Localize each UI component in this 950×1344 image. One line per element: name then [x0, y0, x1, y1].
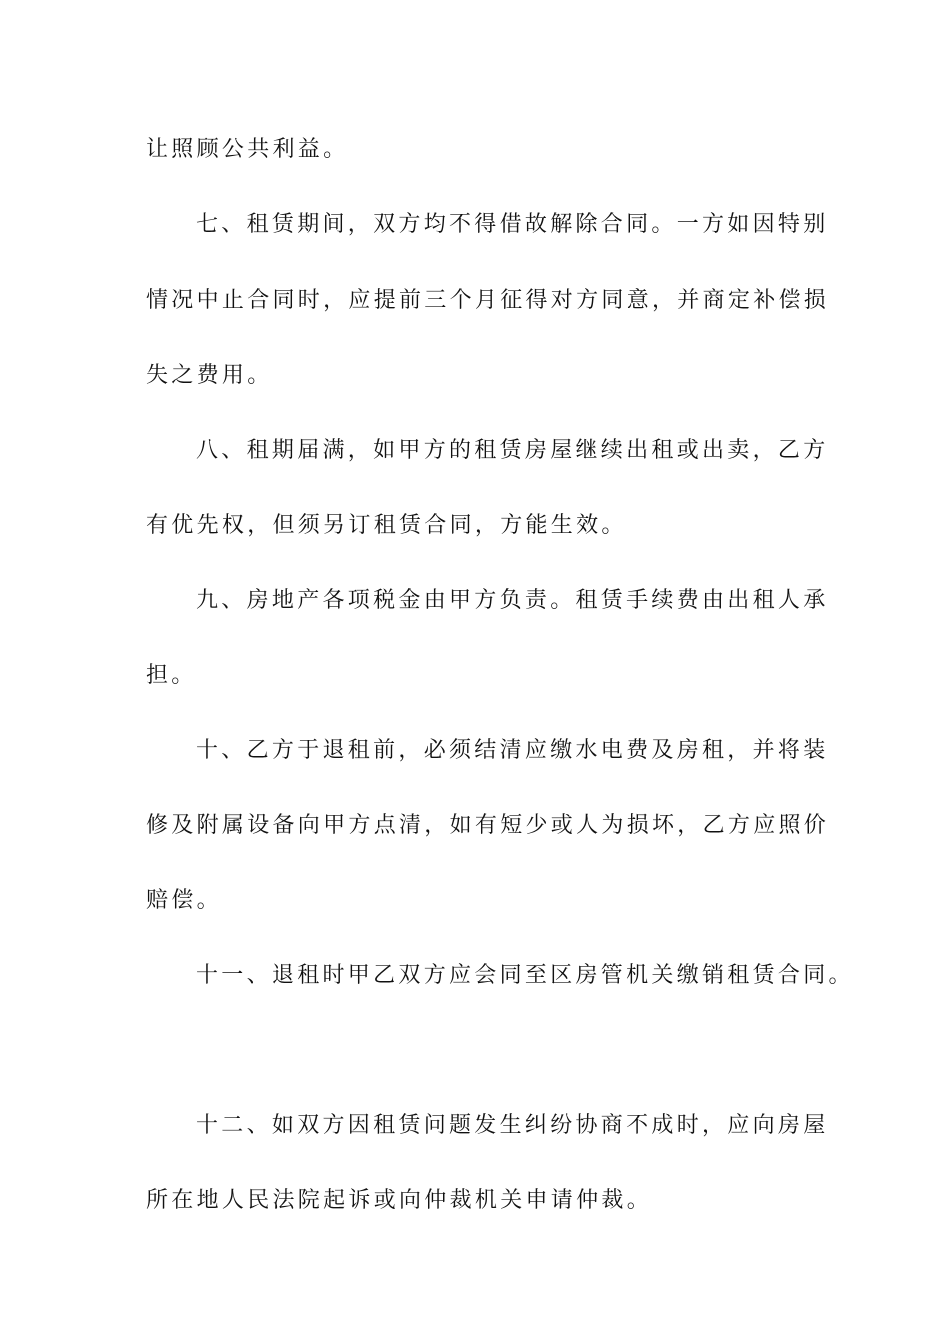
- clause-11-line-1: 十一、退租时甲乙双方应会同至区房管机关缴销租赁合同。: [196, 963, 854, 988]
- clause-7-line-2: 情况中止合同时，应提前三个月征得对方同意，并商定补偿损: [146, 288, 830, 313]
- clause-10-line-2: 修及附属设备向甲方点清，如有短少或人为损坏，乙方应照价: [146, 813, 830, 838]
- clause-12-line-2: 所在地人民法院起诉或向仲裁机关申请仲裁。: [146, 1188, 653, 1213]
- clause-12-line-1: 十二、如双方因租赁问题发生纠纷协商不成时，应向房屋: [196, 1113, 829, 1138]
- clause-7-line-3: 失之费用。: [146, 363, 273, 388]
- clause-9-line-1: 九、房地产各项税金由甲方负责。租赁手续费由出租人承: [196, 588, 829, 613]
- clause-7-line-1: 七、租赁期间，双方均不得借故解除合同。一方如因特别: [196, 212, 829, 237]
- clause-8-line-1: 八、租期届满，如甲方的租赁房屋继续出租或出卖，乙方: [196, 438, 829, 463]
- clause-10-line-1: 十、乙方于退租前，必须结清应缴水电费及房租，并将装: [196, 738, 829, 763]
- text-line-public-interest: 让照顾公共利益。: [146, 137, 349, 162]
- clause-9-line-2: 担。: [146, 663, 197, 688]
- clause-8-line-2: 有优先权，但须另订租赁合同，方能生效。: [146, 513, 627, 538]
- clause-10-line-3: 赔偿。: [146, 888, 222, 913]
